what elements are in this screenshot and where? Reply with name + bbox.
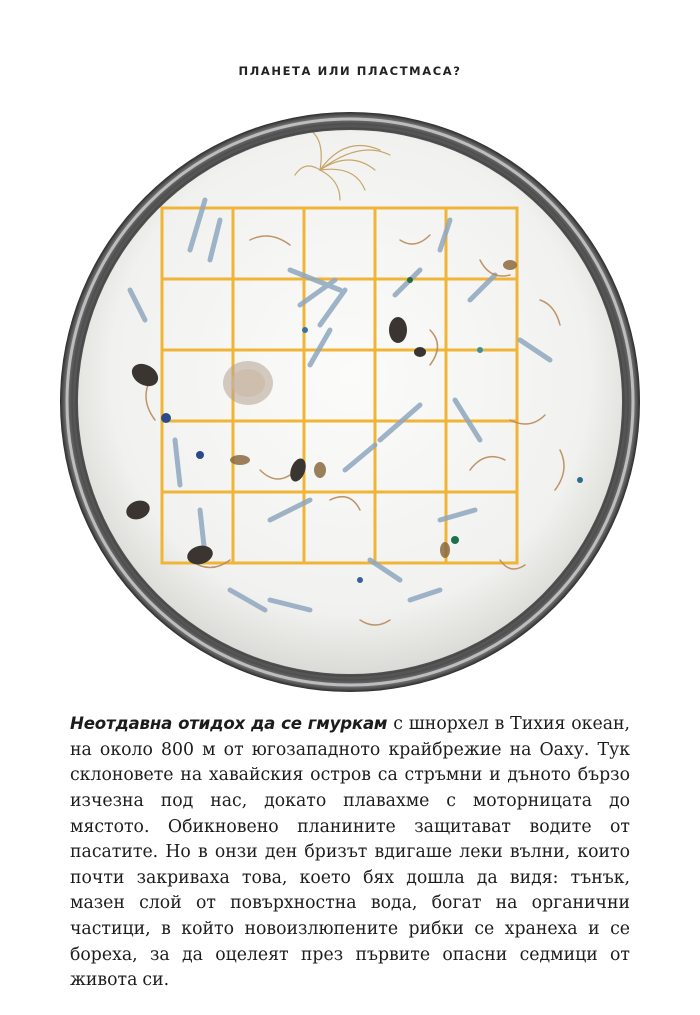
lead-phrase: Неотдавна отидох да се гмуркам — [70, 714, 388, 734]
body-paragraph — [70, 711, 630, 994]
paragraph-text: с шнорхел в Тихия океан, на около 800 м от югозападното крайбрежие на Оаху. Тук склоновете на хавайския остров са стръмни и дъното бързо изчезна под нас, докато плавахме с моторницата до мястото. Обикновено планините защитават водите от пасатите. Но в онзи ден бризът вдигаше леки вълни, които почти закриваха това, което бях дошла да видя: тънък, мазен слой от повърхностна вода, богат на органични частици, в който новоизлюпените рибки се хранеха и се бореха, за да оцелеят през първите опасни седмици от живота си. — [70, 714, 631, 991]
running-head: ПЛАНЕТА ИЛИ ПЛАСТМАСА? — [238, 64, 462, 78]
dish-interior — [78, 130, 622, 674]
